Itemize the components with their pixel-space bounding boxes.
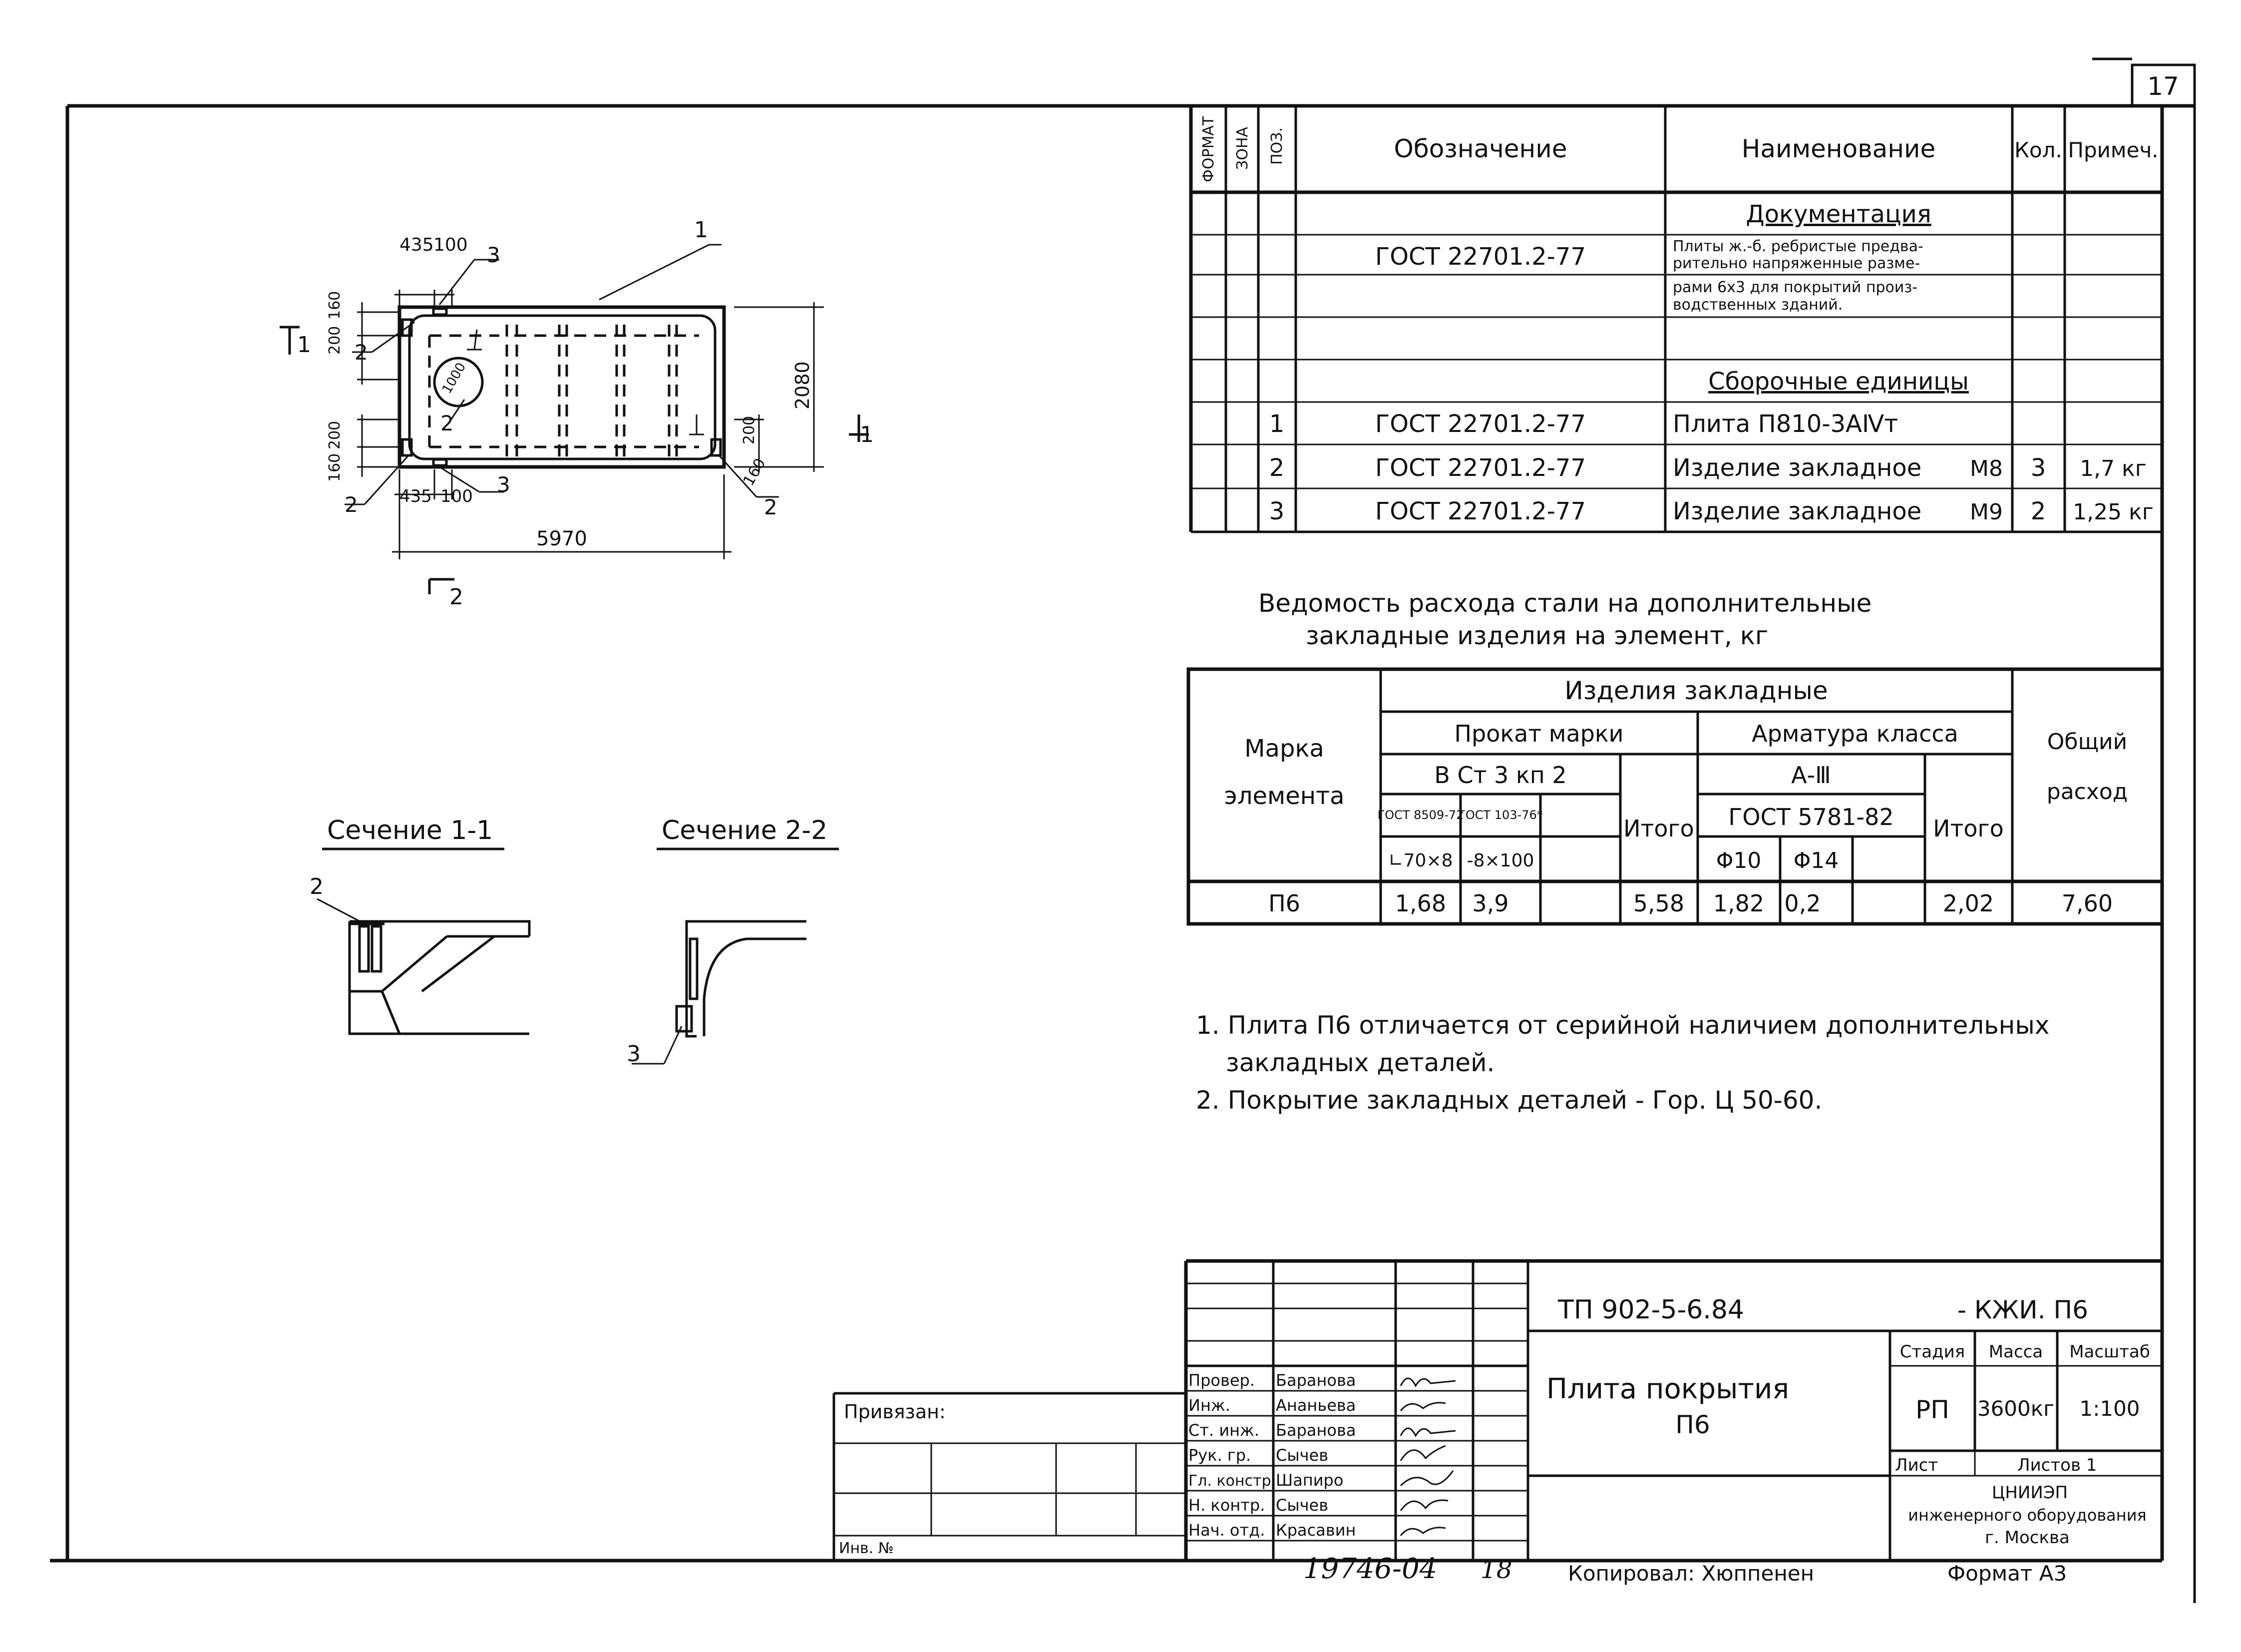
steel-title-line-2: закладные изделия на элемент, кг [1306,621,1769,650]
title-org-1: ЦНИИЭП [1991,1483,2068,1503]
signatures [1401,1378,1456,1536]
plan-dim-200-left-bottom: 200 [326,420,344,449]
role-5: Н. контр. [1188,1496,1265,1515]
spec-row-gost-1: ГОСТ 22701.2-77 [1375,243,1586,271]
plan-section-2: 2 [449,584,463,610]
spec-header-format: ФОРМАТ [1200,116,1217,182]
steel-row-mark: П6 [1268,890,1300,917]
section-1-drawing [317,899,529,1034]
steel-row-total-2: 2,02 [1942,890,1994,917]
role-6-name: Красавин [1276,1521,1356,1540]
title-scale-label: Масштаб [2069,1342,2150,1362]
steel-mark-header-2: элемента [1224,782,1345,810]
plan-dim-435-bottom: 435 [399,486,432,506]
sheet-format: Формат А3 [1947,1561,2067,1586]
plan-dim-100-bottom: 100 [440,486,473,506]
spec-header-name: Наименование [1741,134,1936,163]
plan-dim-160-left-top: 160 [326,291,344,320]
steel-title-line-1: Ведомость расхода стали на дополнительные [1258,589,1872,618]
plan-pos-2-right: 2 [764,495,777,519]
steel-row-d10: 1,82 [1713,890,1765,917]
plan-dim-1000: 1000 [439,360,469,397]
steel-row-total-1: 5,58 [1633,890,1685,917]
plan-dim-200-right: 200 [741,415,758,444]
steel-d10: Φ10 [1716,848,1762,873]
plan-section-1-right: 1 [860,422,874,447]
steel-rolled-grade: В Ст 3 кп 2 [1434,762,1567,789]
role-4-name: Шапиро [1276,1471,1344,1490]
title-doc-suffix: - КЖИ. П6 [1957,1295,2088,1324]
plan-dim-160-right: 160 [740,455,769,489]
steel-row-b: 3,9 [1472,890,1509,917]
steel-overall-1: Общий [2047,729,2128,755]
plan-pos-3-top: 3 [487,243,500,267]
plan-dim-2080: 2080 [791,361,813,410]
steel-profile-a: ∟70×8 [1388,850,1453,871]
note-line-2: закладных деталей. [1226,1048,1495,1077]
spec-row-3-note: 1,25 кг [2073,499,2154,525]
spec-row-2-designation: ГОСТ 22701.2-77 [1375,454,1586,482]
section-2-drawing [632,921,806,1064]
section-2-title: Сечение 2-2 [662,816,828,845]
steel-rolled-header: Прокат марки [1454,720,1624,747]
spec-row-doc-line-4: водственных зданий. [1673,296,1843,314]
role-1: Инж. [1188,1396,1230,1415]
plan-dim-200-left-top: 200 [326,326,344,355]
steel-total-label-1: Итого [1623,815,1694,842]
role-2: Ст. инж. [1188,1421,1260,1440]
spec-header-zone: ЗОНА [1234,127,1251,170]
spec-row-3-pos: 3 [1269,497,1285,525]
title-item-name-2: П6 [1675,1410,1710,1439]
spec-row-3-mark: М9 [1970,499,2003,525]
spec-header-pos: ПОЗ. [1268,127,1286,165]
role-2-name: Баранова [1276,1421,1356,1440]
spec-header-qty: Кол. [2014,138,2062,162]
inv-label: Инв. № [839,1540,894,1557]
spec-row-3-qty: 2 [2030,497,2046,525]
archive-sheet: 18 [1481,1555,1512,1584]
steel-rebar-header: Арматура класса [1752,720,1958,747]
spec-row-1-designation: ГОСТ 22701.2-77 [1375,410,1586,438]
spec-row-1-name: Плита П810-3АⅣт [1673,410,1898,438]
plan-dim-100-top: 100 [433,235,468,255]
role-1-name: Ананьева [1276,1396,1356,1415]
spec-row-2-note: 1,7 кг [2080,456,2147,481]
title-item-name-1: Плита покрытия [1546,1373,1790,1405]
spec-row-1-pos: 1 [1269,410,1285,438]
title-doc-code: ТП 902-5-6.84 [1558,1295,1745,1325]
title-org-3: г. Москва [1985,1528,2070,1548]
steel-rebar-class: А-Ⅲ [1791,762,1831,789]
steel-gost-a: ГОСТ 8509-72 [1377,808,1464,822]
spec-row-3-name: Изделие закладное [1673,497,1922,525]
section-1-title: Сечение 1-1 [327,816,493,845]
plan-dim-5970: 5970 [536,527,587,550]
steel-row-overall: 7,60 [2061,890,2113,917]
note-line-3: 2. Покрытие закладных деталей - Гор. Ц 50-60. [1196,1086,1823,1115]
role-0-name: Баранова [1276,1371,1356,1390]
steel-overall-2: расход [2046,779,2128,805]
plan-pos-2-center: 2 [440,411,454,435]
archive-number: 19746-04 [1303,1553,1438,1585]
title-scale: 1:100 [2079,1396,2140,1421]
plan-dim-160-left-bottom: 160 [326,453,344,482]
plan-pos-2-left-bottom: 2 [345,492,358,517]
steel-group-header: Изделия закладные [1564,676,1828,705]
section-1-pos-2: 2 [310,874,324,899]
role-4: Гл. констр. [1188,1472,1276,1490]
spec-row-section-assemblies: Сборочные единицы [1708,368,1969,396]
role-5-name: Сычев [1276,1496,1329,1515]
plan-pos-2-left-top: 2 [355,340,368,365]
plan-section-1-left: 1 [297,332,311,358]
spec-row-2-mark: М8 [1970,456,2003,481]
steel-mark-header-1: Марка [1244,735,1324,763]
plan-dim-435-top: 435 [399,235,434,255]
spec-header-note: Примеч. [2068,138,2159,162]
spec-row-doc-line-2: рительно напряженные разме- [1673,255,1920,272]
spec-header-designation: Обозначение [1394,134,1567,163]
title-sheet-label: Лист [1895,1455,1938,1475]
spec-row-doc-line-3: рами 6х3 для покрытий произ- [1673,279,1918,296]
steel-row-d14: 0,2 [1784,890,1821,917]
plan-pos-1: 1 [694,217,708,243]
title-mass: 3600кг [1977,1396,2055,1421]
attached-label: Привязан: [844,1401,946,1423]
note-line-1: 1. Плита П6 отличается от серийной наличием дополнительных [1196,1011,2050,1040]
spec-row-2-name: Изделие закладное [1673,454,1922,482]
copied-by: Копировал: Хюппенен [1568,1561,1815,1586]
role-6: Нач. отд. [1188,1521,1265,1540]
section-2-pos-3: 3 [627,1041,641,1067]
spec-row-2-qty: 3 [2030,454,2046,482]
spec-row-doc-line-1: Плиты ж.-б. ребристые предва- [1673,238,1923,255]
spec-row-2-pos: 2 [1269,454,1285,482]
steel-gost-b: ГОСТ 103-76* [1458,808,1543,822]
steel-rebar-gost: ГОСТ 5781-82 [1728,804,1894,830]
spec-row-section-docs: Документация [1746,200,1931,228]
title-mass-label: Масса [1988,1342,2043,1362]
title-sheets-label: Листов 1 [2017,1455,2097,1475]
title-stage-label: Стадия [1899,1342,1965,1362]
role-0: Провер. [1188,1371,1255,1390]
plan-pos-3-bottom: 3 [497,472,510,497]
role-3: Рук. гр. [1188,1446,1251,1465]
steel-row-a: 1,68 [1395,890,1447,917]
sheet-number: 17 [2147,72,2179,101]
spec-row-3-designation: ГОСТ 22701.2-77 [1375,497,1586,525]
steel-total-label-2: Итого [1933,815,2004,842]
steel-d14: Φ14 [1793,848,1839,873]
title-org-2: инженерного оборудования [1908,1506,2147,1525]
title-stage: РП [1915,1395,1949,1424]
role-3-name: Сычев [1276,1446,1329,1465]
steel-profile-b: -8×100 [1467,850,1534,871]
